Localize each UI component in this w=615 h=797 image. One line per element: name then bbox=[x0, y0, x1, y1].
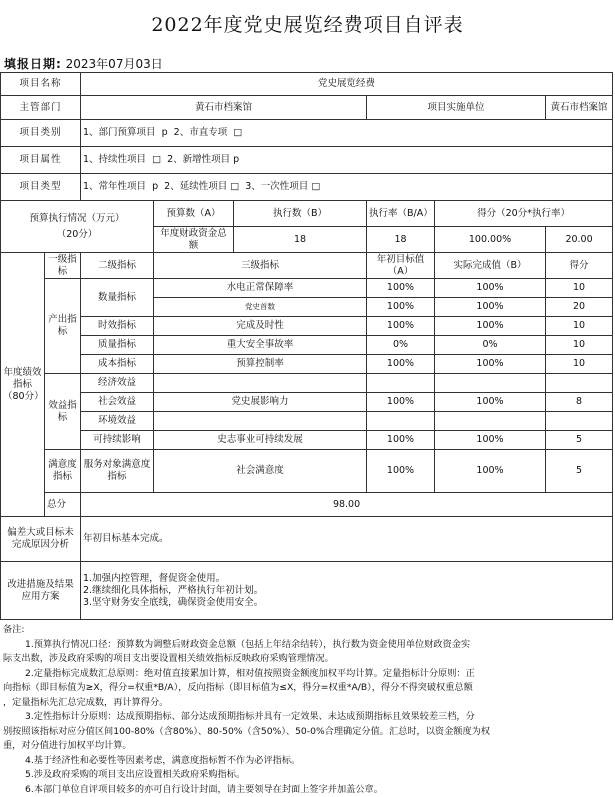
benefit-actual: 100% bbox=[435, 431, 546, 450]
output-target: 100% bbox=[367, 298, 435, 317]
output-level2: 数量指标 bbox=[81, 279, 154, 317]
perf-group-label: 年度绩效指标（80分） bbox=[1, 253, 45, 517]
target-header: 年初目标值（A） bbox=[367, 253, 435, 279]
output-target: 0% bbox=[367, 336, 435, 355]
output-target: 100% bbox=[367, 317, 435, 336]
notes bbox=[3, 623, 610, 797]
benefit-score bbox=[546, 374, 613, 393]
output-score: 20 bbox=[546, 298, 613, 317]
budget-score-value: 20.00 bbox=[546, 227, 613, 253]
table-row bbox=[1, 450, 613, 493]
exec-value: 18 bbox=[367, 227, 435, 253]
benefit-actual bbox=[435, 412, 546, 431]
table-row bbox=[1, 393, 613, 412]
fill-date-value: 2023年07月03日 bbox=[66, 57, 163, 71]
satisfaction-level3: 社会满意度 bbox=[154, 450, 367, 493]
benefit-level3 bbox=[154, 374, 367, 393]
output-label: 产出指标 bbox=[45, 279, 81, 374]
row-total bbox=[1, 493, 613, 517]
row-attribute bbox=[1, 147, 613, 174]
total-label: 总分 bbox=[45, 493, 81, 517]
benefit-target bbox=[367, 412, 435, 431]
project-name-value: 党史展览经费 bbox=[81, 73, 613, 96]
attribute-value: 1、持续性项目 □ 2、新增性项目 p bbox=[81, 147, 613, 174]
table-row bbox=[1, 317, 613, 336]
benefit-label: 效益指标 bbox=[45, 374, 81, 450]
note-6: 6.本部门单位自评项目较多的亦可自行设计封面，请主要领导在封面上签字并加盖公章。 bbox=[3, 783, 610, 797]
improve-item: 1.加强内控管理，督促资金使用。 bbox=[83, 573, 610, 585]
note-2b: 向指标（即目标值为≥X，得分=权重*B/A），反向指标（即目标值为≤X，得分=权重*A/B），得分不得突破权重总额 bbox=[3, 681, 610, 696]
budget-label bbox=[1, 201, 154, 253]
score-header: 得分 bbox=[546, 253, 613, 279]
output-actual: 100% bbox=[435, 317, 546, 336]
row-type bbox=[1, 174, 613, 201]
note-3b: 别按照该指标对应分值区间100-80%（含80%）、80-50%（含50%）、50-0%合理确定分值。汇总时，以资金额度为权 bbox=[3, 725, 610, 740]
output-level2: 成本指标 bbox=[81, 355, 154, 374]
budget-col-budget: 预算数（A） bbox=[154, 201, 234, 227]
benefit-target: 100% bbox=[367, 431, 435, 450]
output-level3: 预算控制率 bbox=[154, 355, 367, 374]
rate-value: 100.00% bbox=[435, 227, 546, 253]
benefit-actual: 100% bbox=[435, 393, 546, 412]
impl-value: 黄石市档案馆 bbox=[546, 96, 613, 120]
output-actual: 100% bbox=[435, 355, 546, 374]
project-name-label: 项目名称 bbox=[1, 73, 81, 96]
dept-label: 主管部门 bbox=[1, 96, 81, 120]
benefit-score bbox=[546, 412, 613, 431]
benefit-score: 8 bbox=[546, 393, 613, 412]
budget-col-exec: 执行数（B） bbox=[234, 201, 367, 227]
budget-col-score: 得分（20分*执行率） bbox=[435, 201, 613, 227]
row-project-name bbox=[1, 73, 613, 96]
output-target: 100% bbox=[367, 279, 435, 298]
table-row bbox=[1, 374, 613, 393]
note-3c: 重，对分值进行加权平均计算。 bbox=[3, 739, 610, 754]
output-target: 100% bbox=[367, 355, 435, 374]
output-level3: 重大安全事故率 bbox=[154, 336, 367, 355]
deviation-label: 偏差大或目标未完成原因分析 bbox=[1, 517, 81, 562]
benefit-level3: 史志事业可持续发展 bbox=[154, 431, 367, 450]
output-actual: 0% bbox=[435, 336, 546, 355]
satisfaction-score: 5 bbox=[546, 450, 613, 493]
level3-header: 三级指标 bbox=[154, 253, 367, 279]
benefit-level3 bbox=[154, 412, 367, 431]
budget-label-line1: 预算执行情况（万元） bbox=[3, 213, 151, 225]
satisfaction-level2: 服务对象满意度指标 bbox=[81, 450, 154, 493]
improve-value bbox=[81, 562, 613, 620]
benefit-level2: 经济效益 bbox=[81, 374, 154, 393]
output-score: 10 bbox=[546, 336, 613, 355]
row-budget-header bbox=[1, 201, 613, 227]
document-title: 2022年度党史展览经费项目自评表 bbox=[0, 10, 615, 37]
fill-date-label: 填报日期: bbox=[4, 57, 62, 71]
attribute-label: 项目属性 bbox=[1, 147, 81, 174]
table-row bbox=[1, 336, 613, 355]
benefit-score: 5 bbox=[546, 431, 613, 450]
row-category bbox=[1, 120, 613, 147]
budget-label-line2: （20分） bbox=[3, 229, 151, 241]
table-row bbox=[1, 412, 613, 431]
fill-date bbox=[4, 55, 163, 72]
deviation-value: 年初目标基本完成。 bbox=[81, 517, 613, 562]
benefit-level3: 党史展影响力 bbox=[154, 393, 367, 412]
output-level2: 时效指标 bbox=[81, 317, 154, 336]
improve-item: 2.继续细化具体指标，严格执行年初计划。 bbox=[83, 585, 610, 597]
output-level2: 质量指标 bbox=[81, 336, 154, 355]
category-value: 1、部门预算项目 p 2、市直专项 □ bbox=[81, 120, 613, 147]
evaluation-table bbox=[0, 72, 613, 620]
output-actual: 100% bbox=[435, 298, 546, 317]
note-4: 4.基于经济性和必要性等因素考虑，满意度指标暂不作为必评指标。 bbox=[3, 754, 610, 769]
notes-title: 备注: bbox=[3, 623, 610, 638]
type-label: 项目类型 bbox=[1, 174, 81, 201]
type-value: 1、常年性项目 p 2、延续性项目 □ 3、一次性项目 □ bbox=[81, 174, 613, 201]
output-score: 10 bbox=[546, 279, 613, 298]
note-3a: 3.定性指标计分原则：达成预期指标、部分达成预期指标并具有一定效果、未达成预期指标且效果较差三档，分 bbox=[3, 710, 610, 725]
satisfaction-actual: 100% bbox=[435, 450, 546, 493]
output-actual: 100% bbox=[435, 279, 546, 298]
output-score: 10 bbox=[546, 317, 613, 336]
row-deviation bbox=[1, 517, 613, 562]
impl-label: 项目实施单位 bbox=[367, 96, 546, 120]
note-2a: 2.定量指标完成数汇总原则：绝对值直接累加计算，相对值按照资金额度加权平均计算。定量指标计分原则：正 bbox=[3, 667, 610, 682]
table-row bbox=[1, 355, 613, 374]
output-level3: 水电正常保障率 bbox=[154, 279, 367, 298]
budget-col-rate: 执行率（B/A） bbox=[367, 201, 435, 227]
improve-item: 3.坚守财务安全底线，确保资金使用安全。 bbox=[83, 597, 610, 609]
note-1a: 1.预算执行情况口径：预算数为调整后财政资金总额（包括上年结余结转），执行数为资金使用单位财政资金实 bbox=[3, 638, 610, 653]
actual-header: 实际完成值（B） bbox=[435, 253, 546, 279]
table-row bbox=[1, 279, 613, 298]
benefit-actual bbox=[435, 374, 546, 393]
dept-value: 黄石市档案馆 bbox=[81, 96, 367, 120]
output-level3: 党史首数 bbox=[154, 298, 367, 317]
satisfaction-target: 100% bbox=[367, 450, 435, 493]
budget-row-label: 年度财政资金总额 bbox=[154, 227, 234, 253]
improve-label: 改进措施及结果应用方案 bbox=[1, 562, 81, 620]
benefit-target bbox=[367, 374, 435, 393]
total-value: 98.00 bbox=[81, 493, 613, 517]
category-label: 项目类别 bbox=[1, 120, 81, 147]
note-5: 5.涉及政府采购的项目支出应设置相关政府采购指标。 bbox=[3, 768, 610, 783]
budget-value: 18 bbox=[234, 227, 367, 253]
output-score: 10 bbox=[546, 355, 613, 374]
row-department bbox=[1, 96, 613, 120]
benefit-level2: 社会效益 bbox=[81, 393, 154, 412]
row-perf-header bbox=[1, 253, 613, 279]
benefit-level2: 可持续影响 bbox=[81, 431, 154, 450]
level1-header: 一级指标 bbox=[45, 253, 81, 279]
row-improve bbox=[1, 562, 613, 620]
note-1b: 际支出数，涉及政府采购的项目支出要设置相关绩效指标反映政府采购管理情况。 bbox=[3, 652, 610, 667]
benefit-level2: 环境效益 bbox=[81, 412, 154, 431]
satisfaction-label: 满意度指标 bbox=[45, 450, 81, 493]
benefit-target: 100% bbox=[367, 393, 435, 412]
output-level3: 完成及时性 bbox=[154, 317, 367, 336]
note-2c: ，定量指标先汇总完成数，再计算得分。 bbox=[3, 696, 610, 711]
level2-header: 二级指标 bbox=[81, 253, 154, 279]
table-row bbox=[1, 431, 613, 450]
